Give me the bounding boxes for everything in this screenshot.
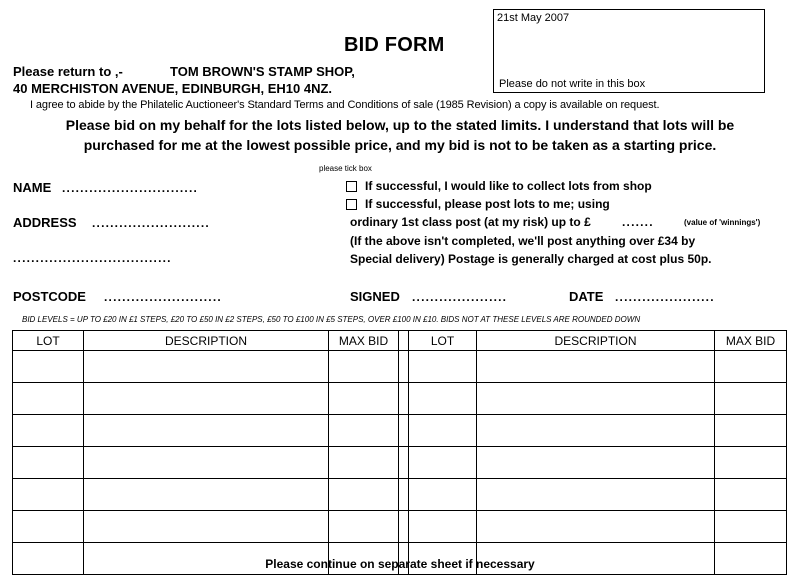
return-label: Please return to ,- — [13, 64, 123, 79]
fallback-line-1: (If the above isn't completed, we'll post anything over £34 by — [350, 234, 696, 248]
form-title: BID FORM — [344, 34, 445, 56]
lot-cell[interactable] — [409, 447, 477, 479]
name-label: NAME — [13, 180, 52, 195]
date-field[interactable]: ...................... — [615, 290, 715, 304]
max-bid-cell[interactable] — [715, 415, 787, 447]
address-label: ADDRESS — [13, 215, 77, 230]
table-header-row — [13, 331, 787, 351]
signed-label: SIGNED — [350, 289, 400, 304]
max-bid-header: MAX BID — [329, 331, 399, 351]
lot-cell[interactable] — [13, 511, 84, 543]
terms-statement: I agree to abide by the Philatelic Auctioneer's Standard Terms and Conditions of sale (1985 Revision) a copy is available on request. — [30, 99, 660, 111]
office-use-note: Please do not write in this box — [499, 78, 646, 90]
address-field-line-2[interactable]: ................................... — [13, 251, 172, 265]
description-header: DESCRIPTION — [477, 331, 715, 351]
description-cell[interactable] — [477, 511, 715, 543]
column-divider — [399, 383, 409, 415]
post-detail-text: ordinary 1st class post (at my risk) up to £ — [350, 215, 591, 229]
winnings-note: (value of 'winnings') — [684, 218, 761, 227]
instruction-line-2: purchased for me at the lowest possible price, and my bid is not to be taken as a starting price. — [83, 137, 717, 153]
table-row — [13, 511, 787, 543]
max-bid-cell[interactable] — [329, 511, 399, 543]
description-cell[interactable] — [477, 447, 715, 479]
lot-cell[interactable] — [409, 415, 477, 447]
column-divider — [399, 351, 409, 383]
column-divider — [399, 479, 409, 511]
max-bid-cell[interactable] — [329, 447, 399, 479]
table-row — [13, 447, 787, 479]
postcode-field[interactable]: .......................... — [104, 290, 222, 304]
date-label: DATE — [569, 289, 604, 304]
max-bid-cell[interactable] — [715, 351, 787, 383]
description-cell[interactable] — [84, 447, 329, 479]
postcode-label: POSTCODE — [13, 289, 86, 304]
lot-cell[interactable] — [13, 447, 84, 479]
column-divider — [399, 331, 409, 351]
description-cell[interactable] — [84, 351, 329, 383]
lot-cell[interactable] — [409, 511, 477, 543]
description-header: DESCRIPTION — [84, 331, 329, 351]
description-cell[interactable] — [477, 383, 715, 415]
description-cell[interactable] — [477, 351, 715, 383]
column-divider — [399, 415, 409, 447]
description-cell[interactable] — [477, 415, 715, 447]
name-field[interactable]: .............................. — [62, 181, 199, 195]
footer-note: Please continue on separate sheet if necessary — [265, 557, 535, 571]
max-bid-cell[interactable] — [715, 511, 787, 543]
description-cell[interactable] — [84, 479, 329, 511]
post-value-field[interactable]: ....... — [622, 215, 654, 229]
office-date: 21st May 2007 — [497, 12, 570, 24]
max-bid-cell[interactable] — [329, 383, 399, 415]
table-row — [13, 415, 787, 447]
instruction-line-1: Please bid on my behalf for the lots listed below, up to the stated limits. I understand that lots will be — [65, 117, 735, 133]
lot-header: LOT — [13, 331, 84, 351]
shop-name: TOM BROWN'S STAMP SHOP, — [170, 64, 355, 79]
post-option-label: If successful, please post lots to me; using — [365, 197, 610, 211]
description-cell[interactable] — [84, 415, 329, 447]
collect-option-label: If successful, I would like to collect lots from shop — [365, 179, 652, 193]
table-row — [13, 383, 787, 415]
max-bid-cell[interactable] — [329, 479, 399, 511]
bid-levels-note: BID LEVELS = UP TO £20 IN £1 STEPS, £20 TO £50 IN £2 STEPS, £50 TO £100 IN £5 STEPS, OVER £100 IN £10. BIDS NOT AT THESE LEVELS ARE ROUNDED DOWN — [22, 315, 641, 324]
lot-cell[interactable] — [13, 479, 84, 511]
lot-header: LOT — [409, 331, 477, 351]
lots-table — [12, 330, 787, 575]
office-use-box — [493, 9, 765, 93]
tick-box-label: please tick box — [319, 164, 372, 173]
max-bid-header: MAX BID — [715, 331, 787, 351]
collect-checkbox[interactable] — [346, 181, 357, 192]
table-row — [13, 351, 787, 383]
max-bid-cell[interactable] — [715, 479, 787, 511]
description-cell[interactable] — [84, 511, 329, 543]
post-checkbox[interactable] — [346, 199, 357, 210]
fallback-line-2: Special delivery) Postage is generally charged at cost plus 50p. — [350, 252, 712, 266]
table-row — [13, 479, 787, 511]
lot-cell[interactable] — [409, 383, 477, 415]
description-cell[interactable] — [477, 479, 715, 511]
lot-cell[interactable] — [13, 351, 84, 383]
lot-cell[interactable] — [13, 383, 84, 415]
column-divider — [399, 511, 409, 543]
max-bid-cell[interactable] — [329, 351, 399, 383]
column-divider — [399, 447, 409, 479]
description-cell[interactable] — [84, 383, 329, 415]
lot-cell[interactable] — [409, 479, 477, 511]
lot-cell[interactable] — [13, 415, 84, 447]
shop-address: 40 MERCHISTON AVENUE, EDINBURGH, EH10 4NZ. — [13, 81, 333, 96]
max-bid-cell[interactable] — [715, 447, 787, 479]
signature-field[interactable]: ..................... — [412, 290, 508, 304]
address-field-line-1[interactable]: .......................... — [92, 216, 210, 230]
max-bid-cell[interactable] — [715, 383, 787, 415]
lot-cell[interactable] — [409, 351, 477, 383]
max-bid-cell[interactable] — [329, 415, 399, 447]
